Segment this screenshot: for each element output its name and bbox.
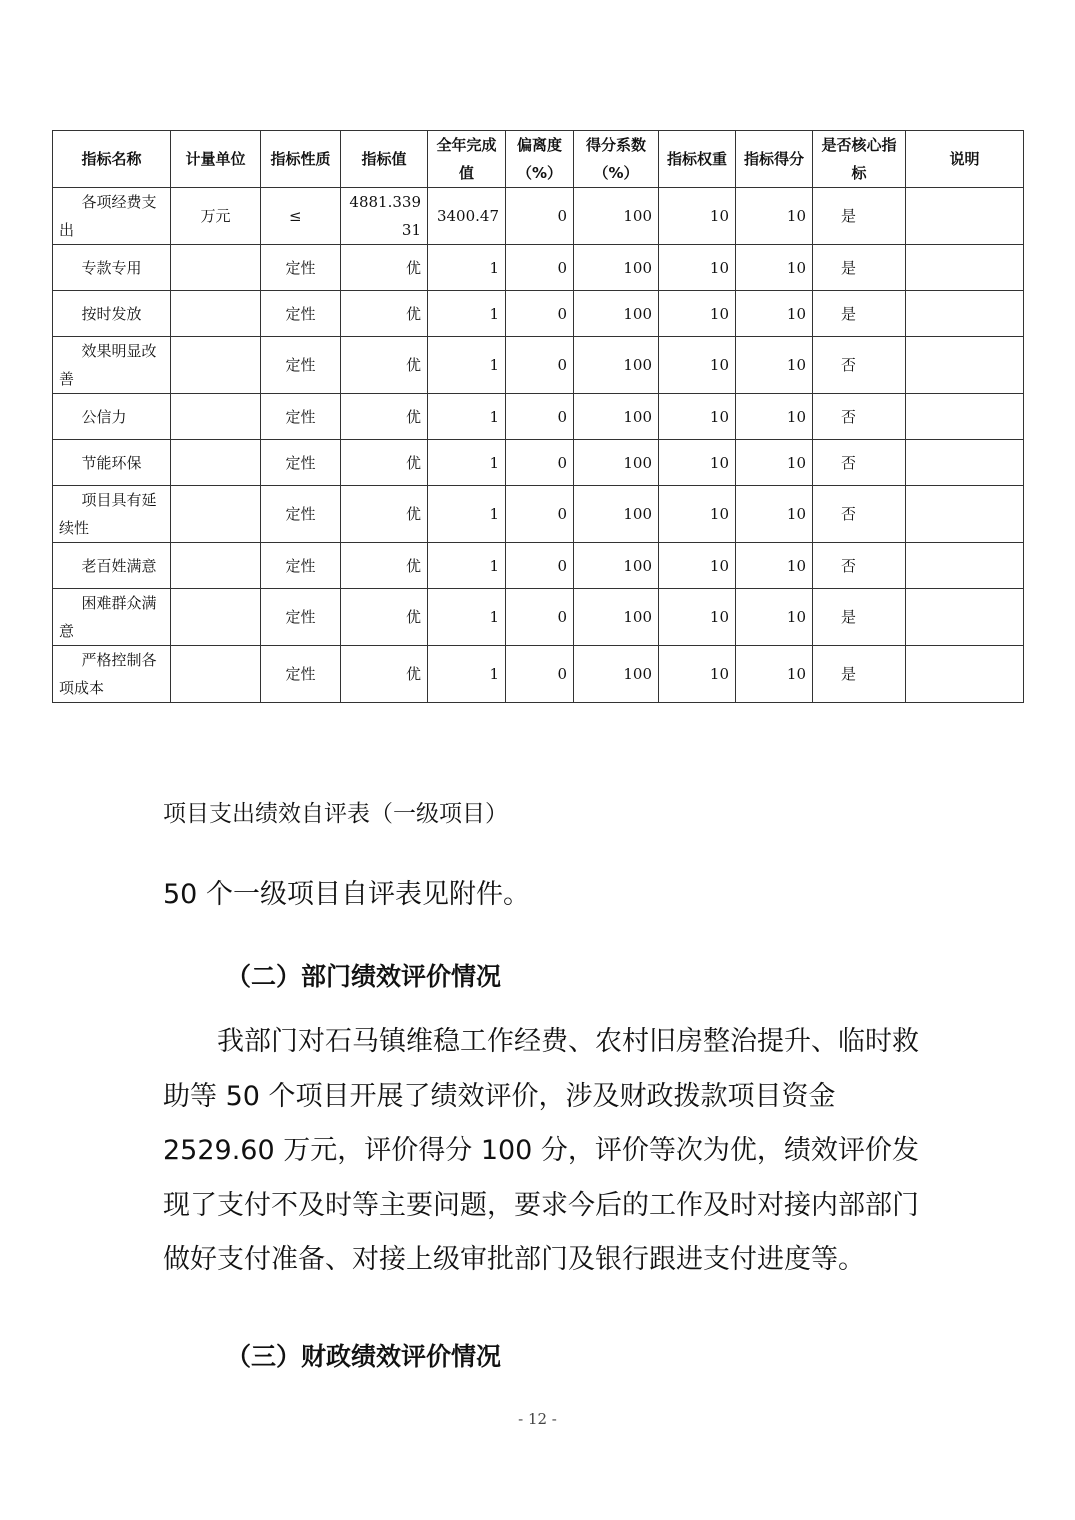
weight-cell: 10 — [659, 589, 736, 646]
unit-cell — [171, 486, 261, 543]
note-cell — [906, 245, 1024, 291]
indicator-name-cell: 按时发放 — [53, 291, 171, 337]
nature-cell: 定性 — [261, 337, 341, 394]
core-cell: 是 — [813, 589, 906, 646]
nature-cell: 定性 — [261, 440, 341, 486]
weight-cell: 10 — [659, 337, 736, 394]
note-cell — [906, 394, 1024, 440]
nature-cell: 定性 — [261, 646, 341, 703]
note-cell — [906, 440, 1024, 486]
weight-cell: 10 — [659, 245, 736, 291]
unit-cell — [171, 589, 261, 646]
value-cell: 优 — [341, 245, 428, 291]
weight-cell: 10 — [659, 486, 736, 543]
actual-cell: 3400.47 — [428, 188, 506, 245]
actual-cell: 1 — [428, 646, 506, 703]
indicator-name-cell: 效果明显改善 — [53, 337, 171, 394]
table-row — [53, 646, 1024, 703]
deviation-cell: 0 — [506, 589, 574, 646]
coef-cell: 100 — [574, 394, 659, 440]
coef-cell: 100 — [574, 589, 659, 646]
deviation-cell: 0 — [506, 440, 574, 486]
header-cell: 是否核心指标 — [813, 131, 906, 188]
core-cell: 否 — [813, 337, 906, 394]
page-number: - 12 - — [518, 1410, 557, 1428]
nature-cell: 定性 — [261, 245, 341, 291]
table-row — [53, 589, 1024, 646]
performance-indicator-table — [52, 130, 1024, 703]
indicator-name-cell: 各项经费支出 — [53, 188, 171, 245]
header-cell: 全年完成值 — [428, 131, 506, 188]
actual-cell: 1 — [428, 486, 506, 543]
coef-cell: 100 — [574, 188, 659, 245]
table-row — [53, 337, 1024, 394]
core-cell: 是 — [813, 291, 906, 337]
score-cell: 10 — [736, 543, 813, 589]
unit-cell — [171, 394, 261, 440]
table-row — [53, 543, 1024, 589]
value-cell: 优 — [341, 486, 428, 543]
note-cell — [906, 188, 1024, 245]
unit-cell — [171, 440, 261, 486]
score-cell: 10 — [736, 486, 813, 543]
actual-cell: 1 — [428, 440, 506, 486]
table-header-row — [53, 131, 1024, 188]
section-paragraph: 我部门对石马镇维稳工作经费、农村旧房整治提升、临时救助等 50 个项目开展了绩效评价，涉及财政拨款项目资金 2529.60 万元，评价得分 100 分，评价等次为优，绩效评价发现了支付不及时等主要问题，要求今后的工作及时对接内部部门做好支付准备、对接上级审批部门及银行跟进支付进度等。 — [163, 1026, 919, 1275]
value-cell: 优 — [341, 589, 428, 646]
table-row — [53, 291, 1024, 337]
actual-cell: 1 — [428, 245, 506, 291]
deviation-cell: 0 — [506, 486, 574, 543]
weight-cell: 10 — [659, 646, 736, 703]
actual-cell: 1 — [428, 589, 506, 646]
score-cell: 10 — [736, 188, 813, 245]
nature-cell: 定性 — [261, 394, 341, 440]
score-cell: 10 — [736, 291, 813, 337]
header-cell: 偏离度（%） — [506, 131, 574, 188]
actual-cell: 1 — [428, 394, 506, 440]
header-cell: 指标权重 — [659, 131, 736, 188]
value-cell: 优 — [341, 543, 428, 589]
indicator-name-cell: 严格控制各项成本 — [53, 646, 171, 703]
deviation-cell: 0 — [506, 394, 574, 440]
indicator-name-cell: 节能环保 — [53, 440, 171, 486]
deviation-cell: 0 — [506, 291, 574, 337]
table-subtitle: 项目支出绩效自评表（一级项目） — [163, 801, 508, 827]
score-cell: 10 — [736, 589, 813, 646]
unit-cell — [171, 291, 261, 337]
weight-cell: 10 — [659, 188, 736, 245]
indicator-name-cell: 专款专用 — [53, 245, 171, 291]
indicator-name-cell: 公信力 — [53, 394, 171, 440]
note-cell — [906, 646, 1024, 703]
score-cell: 10 — [736, 394, 813, 440]
core-cell: 否 — [813, 486, 906, 543]
table-row — [53, 394, 1024, 440]
core-cell: 否 — [813, 394, 906, 440]
score-cell: 10 — [736, 245, 813, 291]
unit-cell — [171, 245, 261, 291]
header-cell: 计量单位 — [171, 131, 261, 188]
weight-cell: 10 — [659, 543, 736, 589]
nature-cell: 定性 — [261, 543, 341, 589]
value-cell: 4881.33931 — [341, 188, 428, 245]
section-heading-department-evaluation: （二）部门绩效评价情况 — [226, 962, 502, 991]
coef-cell: 100 — [574, 245, 659, 291]
indicator-name-cell: 老百姓满意 — [53, 543, 171, 589]
coef-cell: 100 — [574, 440, 659, 486]
header-cell: 指标名称 — [53, 131, 171, 188]
value-cell: 优 — [341, 646, 428, 703]
coef-cell: 100 — [574, 291, 659, 337]
table-row — [53, 245, 1024, 291]
deviation-cell: 0 — [506, 188, 574, 245]
core-cell: 是 — [813, 188, 906, 245]
unit-cell: 万元 — [171, 188, 261, 245]
weight-cell: 10 — [659, 394, 736, 440]
nature-cell: 定性 — [261, 589, 341, 646]
header-cell: 说明 — [906, 131, 1024, 188]
attachment-note: 50 个一级项目自评表见附件。 — [163, 879, 530, 910]
core-cell: 否 — [813, 543, 906, 589]
indicator-name-cell: 项目具有延续性 — [53, 486, 171, 543]
coef-cell: 100 — [574, 543, 659, 589]
weight-cell: 10 — [659, 291, 736, 337]
indicator-name-cell: 困难群众满意 — [53, 589, 171, 646]
unit-cell — [171, 543, 261, 589]
header-cell: 指标值 — [341, 131, 428, 188]
header-cell: 指标得分 — [736, 131, 813, 188]
note-cell — [906, 589, 1024, 646]
value-cell: 优 — [341, 337, 428, 394]
header-cell: 得分系数（%） — [574, 131, 659, 188]
actual-cell: 1 — [428, 543, 506, 589]
actual-cell: 1 — [428, 291, 506, 337]
header-cell: 指标性质 — [261, 131, 341, 188]
actual-cell: 1 — [428, 337, 506, 394]
score-cell: 10 — [736, 337, 813, 394]
coef-cell: 100 — [574, 337, 659, 394]
value-cell: 优 — [341, 440, 428, 486]
table-row — [53, 188, 1024, 245]
core-cell: 是 — [813, 245, 906, 291]
score-cell: 10 — [736, 440, 813, 486]
core-cell: 是 — [813, 646, 906, 703]
note-cell — [906, 543, 1024, 589]
deviation-cell: 0 — [506, 543, 574, 589]
nature-cell: 定性 — [261, 486, 341, 543]
deviation-cell: 0 — [506, 337, 574, 394]
core-cell: 否 — [813, 440, 906, 486]
value-cell: 优 — [341, 394, 428, 440]
section-heading-finance-evaluation: （三）财政绩效评价情况 — [226, 1342, 502, 1371]
deviation-cell: 0 — [506, 245, 574, 291]
note-cell — [906, 486, 1024, 543]
nature-cell: 定性 — [261, 291, 341, 337]
note-cell — [906, 337, 1024, 394]
value-cell: 优 — [341, 291, 428, 337]
weight-cell: 10 — [659, 440, 736, 486]
unit-cell — [171, 337, 261, 394]
coef-cell: 100 — [574, 486, 659, 543]
table-row — [53, 440, 1024, 486]
nature-cell: ≤ — [261, 188, 341, 245]
table-row — [53, 486, 1024, 543]
note-cell — [906, 291, 1024, 337]
unit-cell — [171, 646, 261, 703]
score-cell: 10 — [736, 646, 813, 703]
coef-cell: 100 — [574, 646, 659, 703]
deviation-cell: 0 — [506, 646, 574, 703]
